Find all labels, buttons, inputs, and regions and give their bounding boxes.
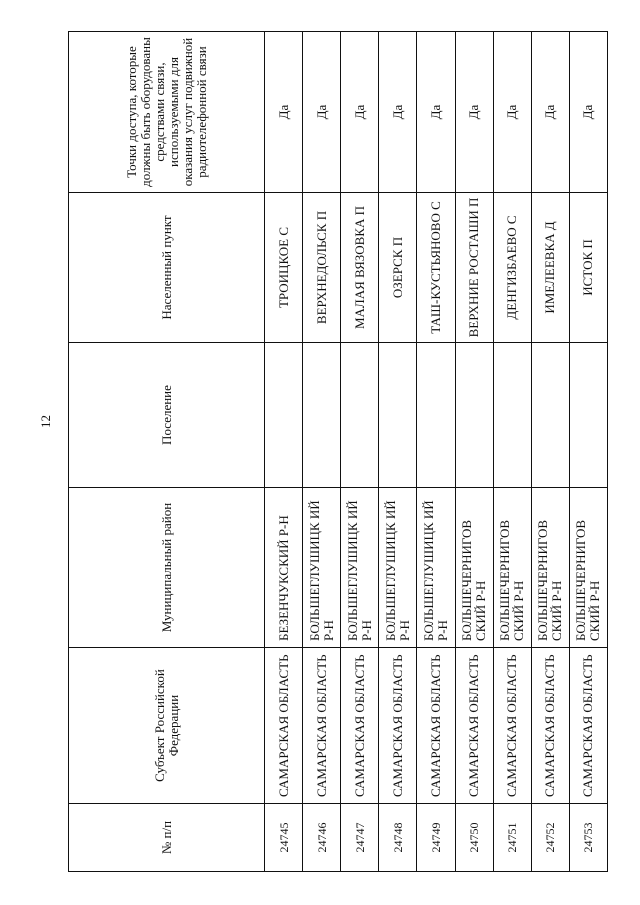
row-locality: ДЕНГИЗБАЕВО С [493,193,531,343]
row-settlement [493,343,531,488]
row-subject: САМАРСКАЯ ОБЛАСТЬ [417,648,455,804]
row-access: Да [455,32,493,193]
table-row [531,32,569,872]
row-subject: САМАРСКАЯ ОБЛАСТЬ [531,648,569,804]
row-municipal: БОЛЬШЕГЛУШИЦК ИЙ Р-Н [417,488,455,648]
row-access: Да [493,32,531,193]
row-locality: ТРОИЦКОЕ С [265,193,303,343]
row-locality: ИМЕЛЕЕВКА Д [531,193,569,343]
header-subject: Субъект Российской Федерации [69,648,265,804]
row-access: Да [341,32,379,193]
row-number: 24749 [417,804,455,872]
row-number: 24745 [265,804,303,872]
row-locality: ВЕРХНИЕ РОСТАШИ П [455,193,493,343]
row-number: 24746 [303,804,341,872]
row-municipal: БОЛЬШЕГЛУШИЦК ИЙ Р-Н [379,488,417,648]
header-locality: Населенный пункт [69,193,265,343]
row-settlement [303,343,341,488]
row-settlement [569,343,607,488]
row-access: Да [265,32,303,193]
row-settlement [379,343,417,488]
row-locality: ТАШ-КУСТЬЯНОВО С [417,193,455,343]
row-municipal: БОЛЬШЕЧЕРНИГОВ СКИЙ Р-Н [493,488,531,648]
table-row [379,32,417,872]
row-settlement [265,343,303,488]
row-municipal: БОЛЬШЕЧЕРНИГОВ СКИЙ Р-Н [455,488,493,648]
row-subject: САМАРСКАЯ ОБЛАСТЬ [493,648,531,804]
row-subject: САМАРСКАЯ ОБЛАСТЬ [341,648,379,804]
table-row [569,32,607,872]
row-locality: ВЕРХНЕДОЛЬСК П [303,193,341,343]
page-number: 12 [38,415,53,428]
table-row [455,32,493,872]
row-municipal: БОЛЬШЕЧЕРНИГОВ СКИЙ Р-Н [531,488,569,648]
row-municipal: БЕЗЕНЧУКСКИЙ Р-Н [265,488,303,648]
row-settlement [341,343,379,488]
table-row [341,32,379,872]
table-row [493,32,531,872]
access-points-table [68,31,608,872]
row-subject: САМАРСКАЯ ОБЛАСТЬ [265,648,303,804]
row-subject: САМАРСКАЯ ОБЛАСТЬ [455,648,493,804]
row-municipal: БОЛЬШЕГЛУШИЦК ИЙ Р-Н [303,488,341,648]
row-settlement [417,343,455,488]
header-municipal: Муниципальный район [69,488,265,648]
table-row [417,32,455,872]
row-number: 24751 [493,804,531,872]
table-row [303,32,341,872]
row-locality: ОЗЕРСК П [379,193,417,343]
row-access: Да [379,32,417,193]
row-number: 24753 [569,804,607,872]
row-access: Да [417,32,455,193]
row-locality: МАЛАЯ ВЯЗОВКА П [341,193,379,343]
row-number: 24747 [341,804,379,872]
row-municipal: БОЛЬШЕЧЕРНИГОВ СКИЙ Р-Н [569,488,607,648]
row-number: 24752 [531,804,569,872]
row-number: 24750 [455,804,493,872]
row-subject: САМАРСКАЯ ОБЛАСТЬ [569,648,607,804]
header-access: Точки доступа, которые должны быть оборудованы средствами связи, используемыми для оказания услуг подвижной радиотелефонной связи [69,32,265,193]
row-locality: ИСТОК П [569,193,607,343]
table-row [265,32,303,872]
row-subject: САМАРСКАЯ ОБЛАСТЬ [303,648,341,804]
row-settlement [455,343,493,488]
row-access: Да [531,32,569,193]
row-subject: САМАРСКАЯ ОБЛАСТЬ [379,648,417,804]
rotated-table-wrapper [68,32,608,872]
header-number: № п/п [69,804,265,872]
row-settlement [531,343,569,488]
row-municipal: БОЛЬШЕГЛУШИЦК ИЙ Р-Н [341,488,379,648]
table-header-row [69,32,265,872]
row-number: 24748 [379,804,417,872]
row-access: Да [303,32,341,193]
header-settlement: Поселение [69,343,265,488]
row-access: Да [569,32,607,193]
